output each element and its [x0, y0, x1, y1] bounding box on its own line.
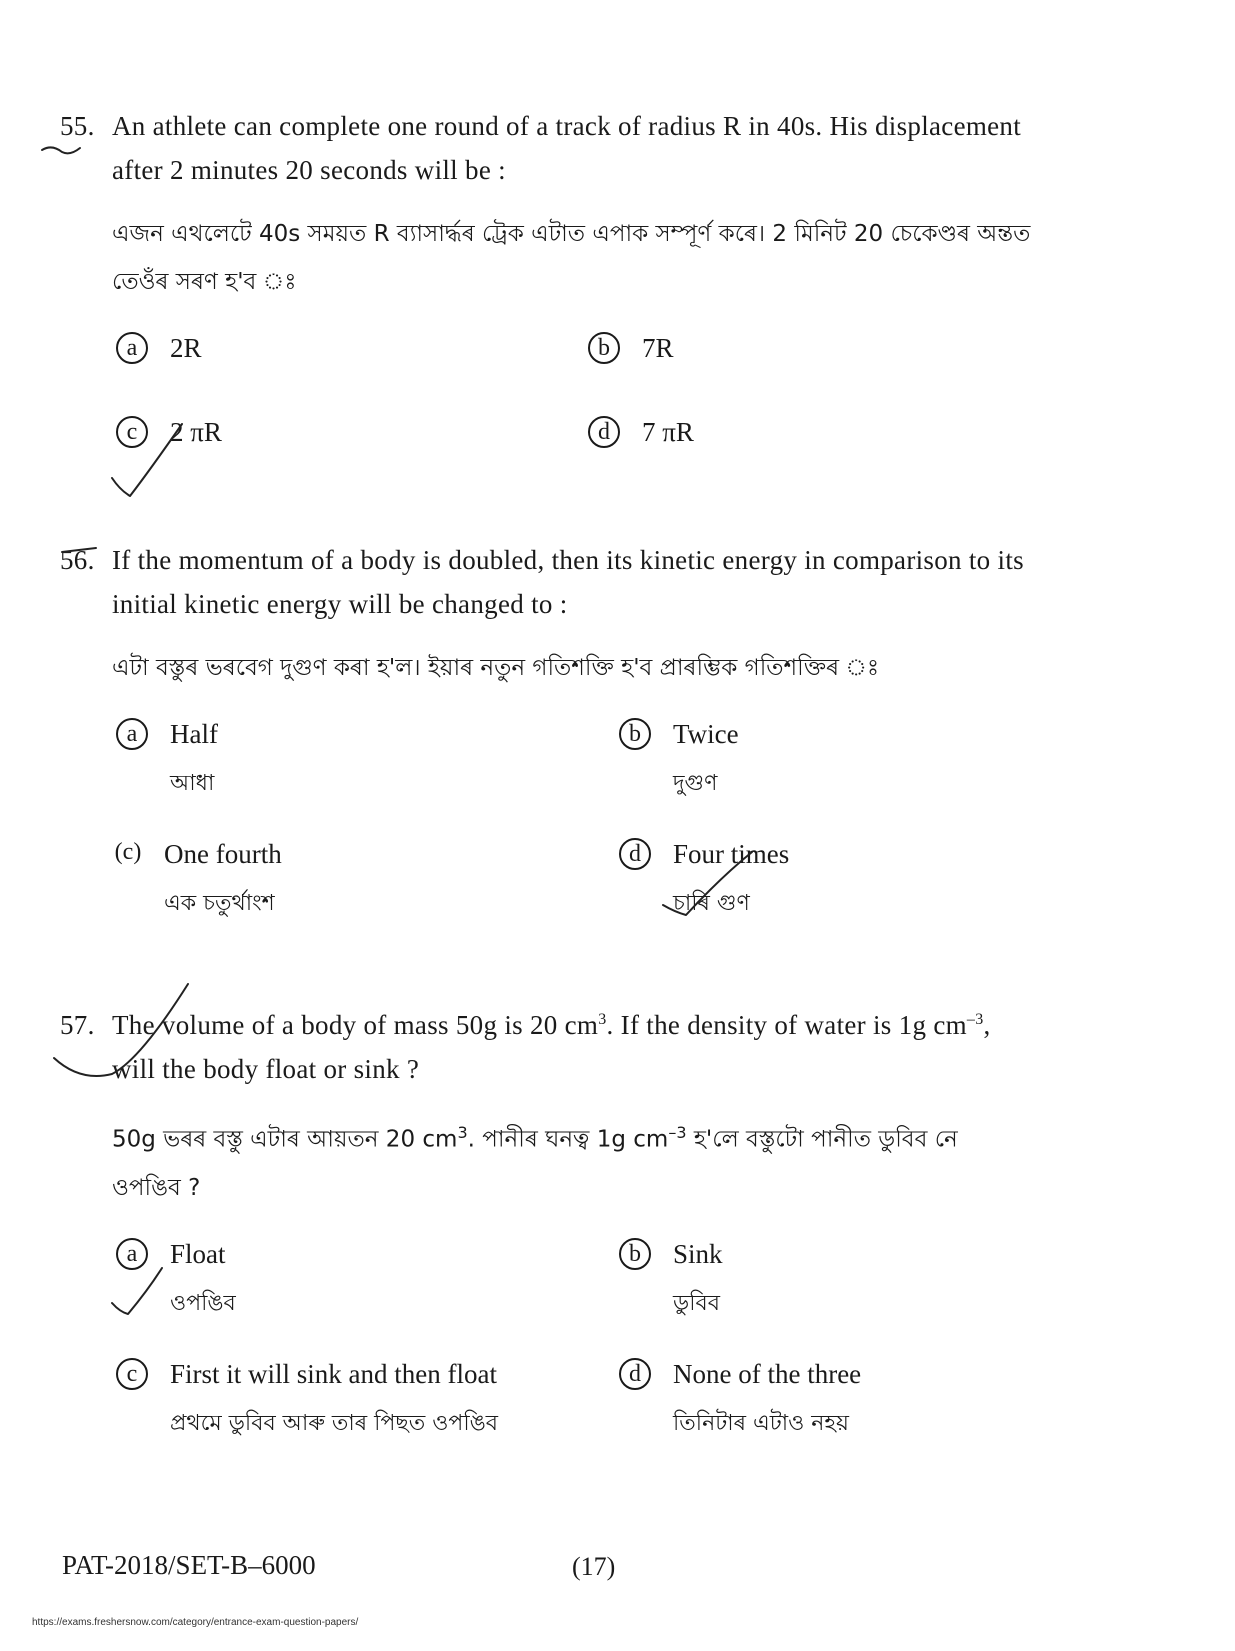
question-number: 55.: [60, 111, 95, 141]
question-55: [60, 104, 1150, 470]
options: [116, 1234, 1150, 1444]
assamese-translation: এজন এথলেটে 40s সময়ত R ব্যাসাৰ্দ্ধৰ ট্ৰেক এটাত এপাক সম্পূৰ্ণ কৰে। 2 মিনিট 20 চেকেণ্ডৰ অন্তত তেওঁৰ সৰণ হ'ব ঃ: [112, 221, 1031, 295]
assamese-translation: এটা বস্তুৰ ভৰবেগ দুগুণ কৰা হ'ল। ইয়াৰ নতুন গতিশক্তি হ'ব প্ৰাৰম্ভিক গতিশক্তিৰ ঃ: [112, 655, 880, 681]
options: [116, 328, 1150, 452]
question-text: 57. The volume of a body of mass 50g is 20 $cm^3$. If the density of water is 1g $cm^{-3}$,: [60, 998, 1150, 1047]
option-c[interactable]: (c) One fourth এক চতুৰ্থাংশ: [116, 834, 647, 924]
option-d[interactable]: d None of the three তিনিটাৰ এটাও নহয়: [619, 1354, 1150, 1444]
question-text: 56. If the momentum of a body is doubled, then its kinetic energy in comparison to its: [60, 538, 1150, 582]
option-d[interactable]: d 7 πR: [588, 412, 1150, 452]
option-a[interactable]: a Half আধা: [116, 714, 647, 804]
option-letter: c: [116, 416, 148, 448]
option-letter: d: [619, 1358, 651, 1390]
question-text-cont: will the body float or sink ?: [112, 1054, 420, 1084]
footer-page-number: (17): [572, 1552, 616, 1581]
question-text-cont: after 2 minutes 20 seconds will be :: [112, 155, 506, 185]
option-letter: b: [619, 718, 651, 750]
footer-source-url: https://exams.freshersnow.com/category/entrance-exam-question-papers/: [32, 1617, 359, 1628]
option-letter: a: [116, 332, 148, 364]
question-57: [60, 998, 1150, 1462]
option-c[interactable]: c First it will sink and then float প্ৰথমে ডুবিব আৰু তাৰ পিছত ওপঙিব: [116, 1354, 647, 1444]
option-letter: a: [116, 1238, 148, 1270]
option-letter: b: [619, 1238, 651, 1270]
question-56: [60, 538, 1150, 942]
question-number: 57.: [60, 1010, 95, 1040]
option-letter: a: [116, 718, 148, 750]
question-text: 55. An athlete can complete one round of a track of radius R in 40s. His displacement: [60, 104, 1150, 148]
option-b[interactable]: b Sink ডুবিব: [619, 1234, 1150, 1324]
option-letter: b: [588, 332, 620, 364]
option-a[interactable]: a Float ওপঙিব: [116, 1234, 647, 1324]
option-letter: d: [588, 416, 620, 448]
question-text-cont: initial kinetic energy will be changed to :: [112, 589, 568, 619]
footer-exam-code: PAT-2018/SET-B–6000: [62, 1550, 316, 1580]
option-b[interactable]: b Twice দুগুণ: [619, 714, 1150, 804]
option-a[interactable]: a 2R: [116, 328, 678, 368]
option-b[interactable]: b 7R: [588, 328, 1150, 368]
assamese-translation: 50g ভৰৰ বস্তু এটাৰ আয়তন 20 $cm^3$. পানীৰ ঘনত্ব 1g $cm^{-3}$ হ'লে বস্তুটো পানীত ডুবিব নে ওপঙিব ?: [112, 1123, 958, 1201]
option-d[interactable]: d Four times চাৰি গুণ: [619, 834, 1150, 924]
option-letter: d: [619, 838, 651, 870]
option-letter: c: [116, 1358, 148, 1390]
options: [116, 714, 1150, 924]
option-c[interactable]: c 2 πR: [116, 412, 678, 452]
option-letter: (c): [114, 839, 142, 865]
question-number: 56.: [60, 545, 95, 575]
